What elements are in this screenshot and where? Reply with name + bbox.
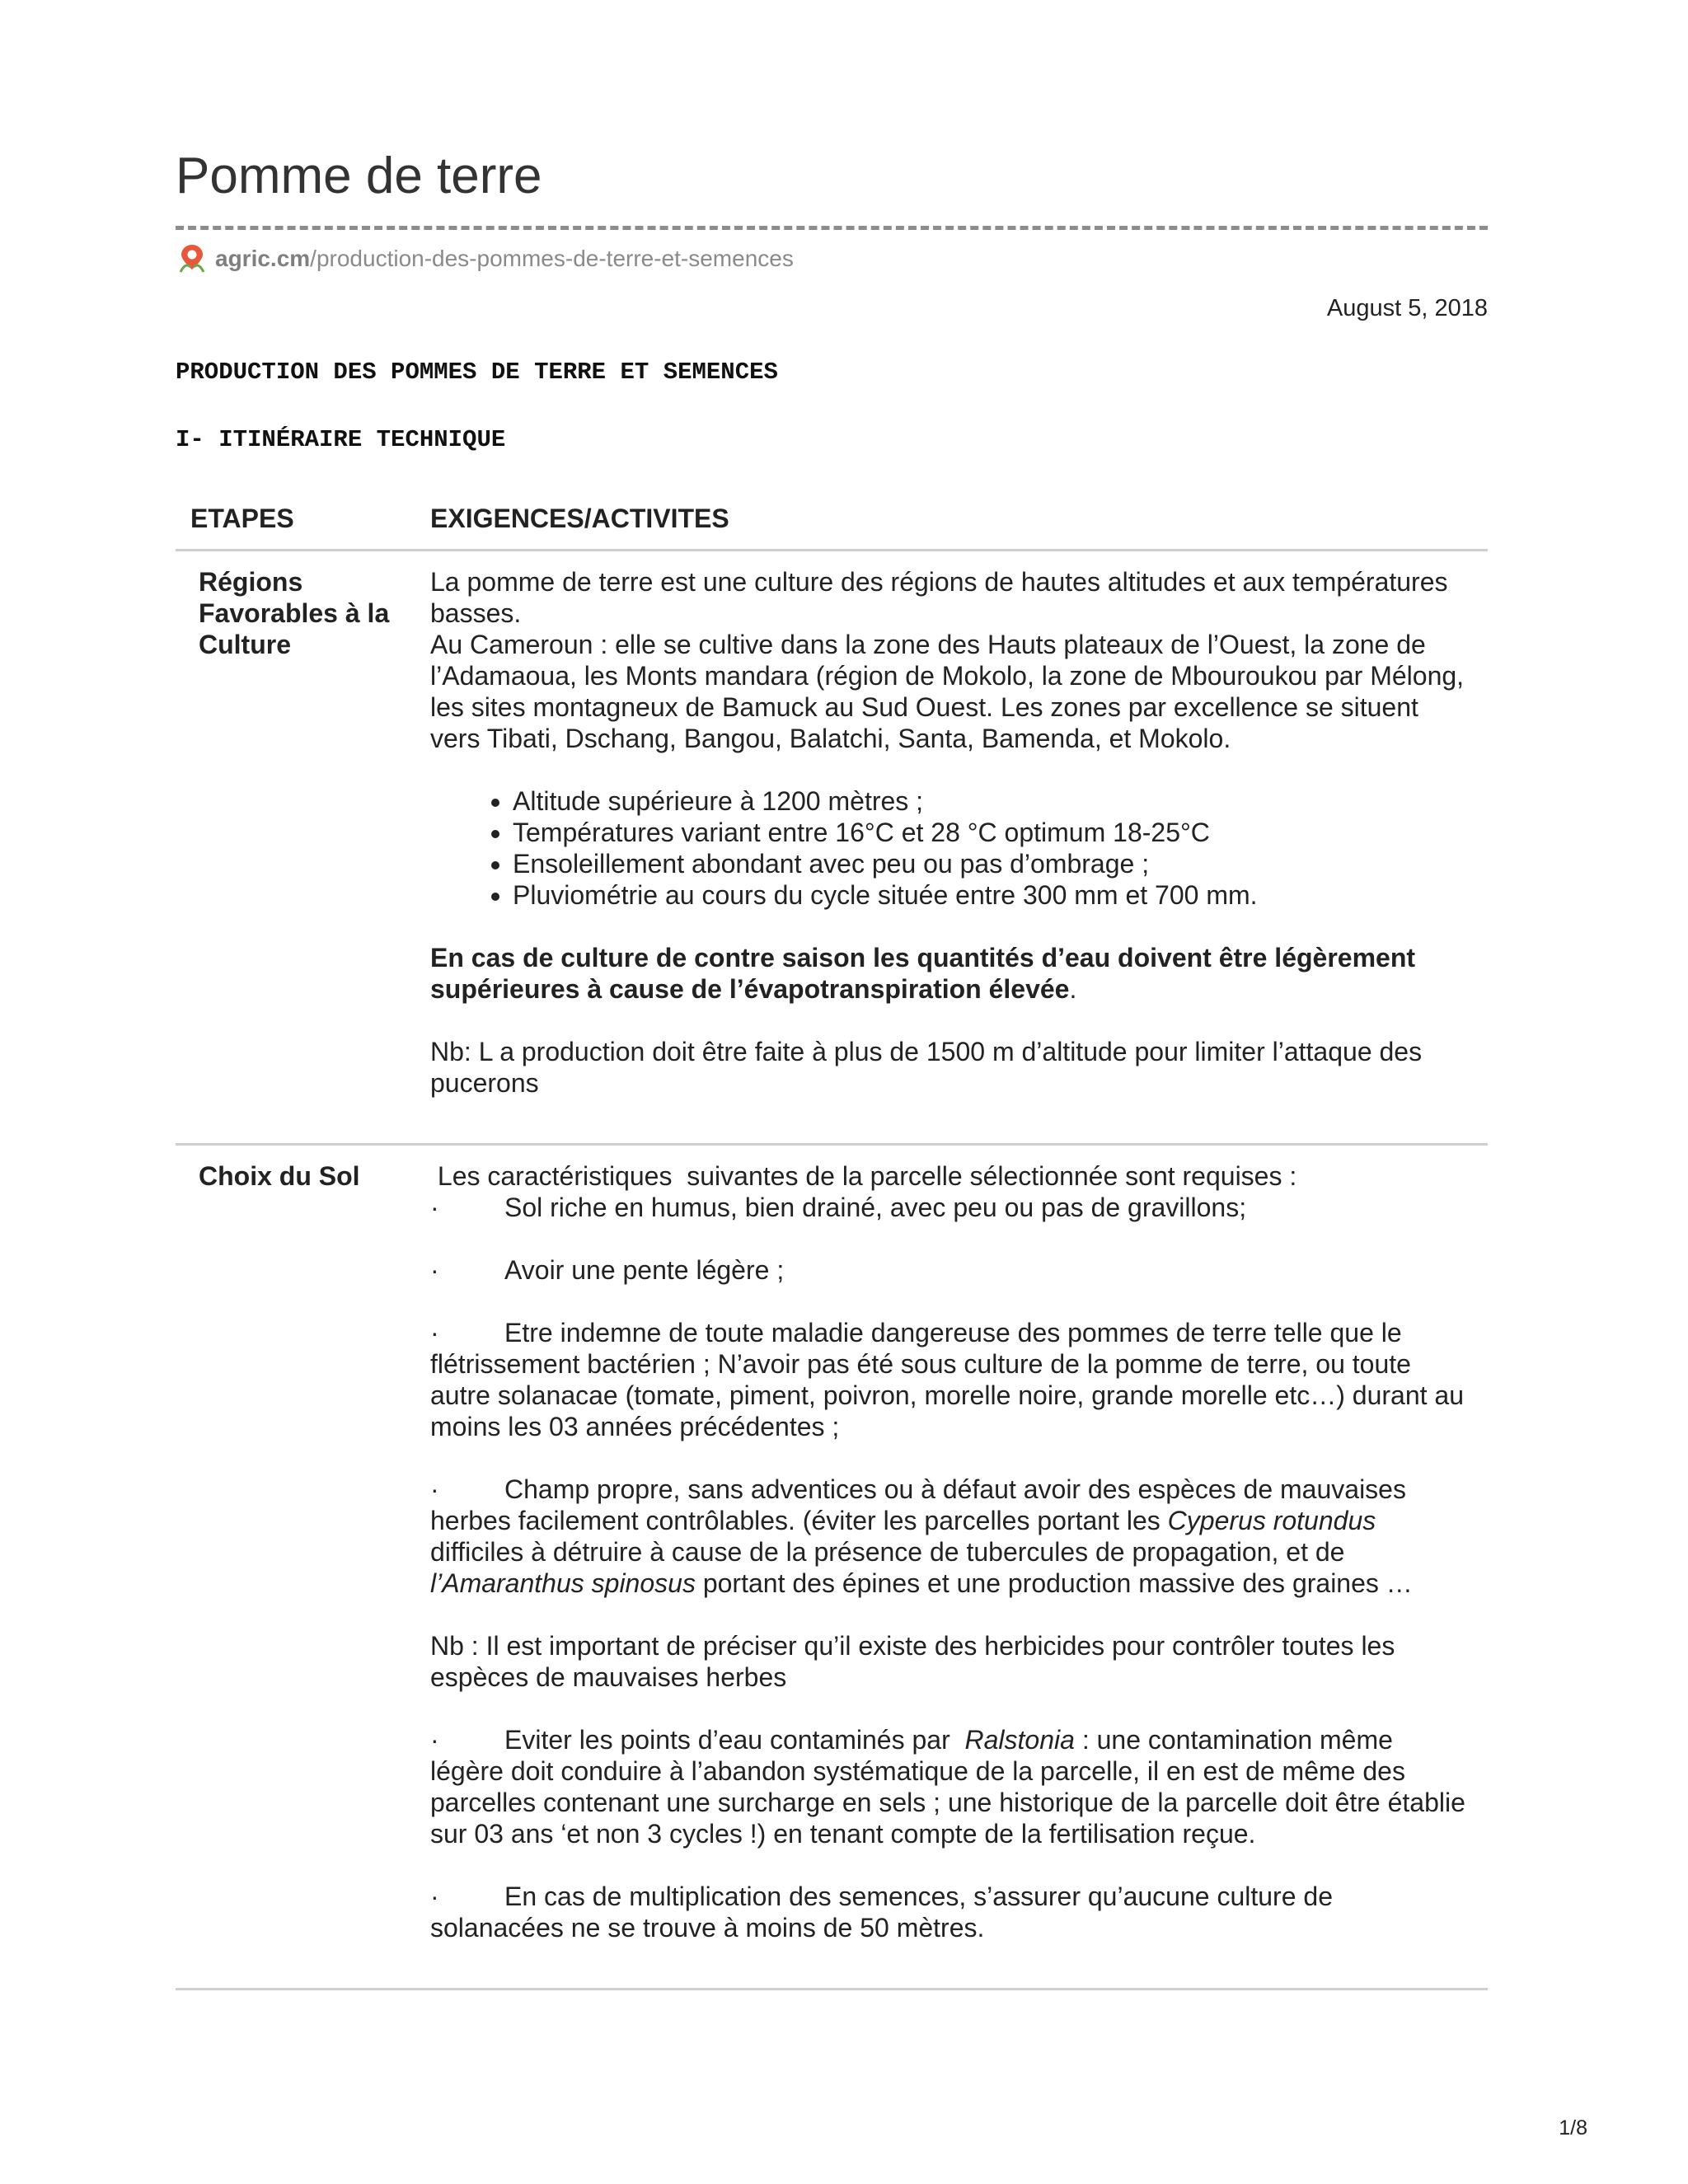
list-item [430, 1474, 1473, 1505]
bold-note [430, 942, 1473, 1005]
exigences-cell [415, 551, 1488, 1145]
etape-cell [176, 1145, 415, 1990]
list-item [430, 1881, 1473, 1912]
paragraph: La pomme de terre est une culture des régions de hautes altitudes et aux températures basses. [430, 567, 1448, 628]
header-exigences: EXIGENCES/ACTIVITES [415, 494, 1488, 551]
subsection-heading: I- ITINÉRAIRE TECHNIQUE [176, 426, 506, 453]
list-item [430, 1724, 1473, 1755]
species-name: l’Amaranthus spinosus [430, 1568, 696, 1598]
item-continuation: légère doit conduire à l’abandon systématique de la parcelle, il en est de même des parcelles contenant une surcharge en sels ; une historique de la parcelle doit être établie sur 03 ans ‘et non 3 cycles !) en tenant compte de la fertilisation reçue. [430, 1756, 1465, 1849]
item-continuation [430, 1505, 1473, 1599]
item-continuation: solanacées ne se trouve à moins de 50 mètres. [430, 1913, 985, 1943]
bullet-dot: · [430, 1725, 439, 1755]
bold-note-text: En cas de culture de contre saison les quantités d’eau doivent être légèrement supérieures à cause de l’évapotranspiration élevée [430, 943, 1416, 1004]
table-header-row [176, 494, 1488, 551]
page-number: 1/8 [1559, 2116, 1587, 2139]
publish-date: August 5, 2018 [1326, 295, 1488, 321]
bullet-dot: · [430, 1882, 439, 1911]
source-domain: agric.cm [215, 246, 311, 271]
itinerary-table [176, 494, 1488, 1990]
item-text: difficiles à détruire à cause de la présence de tubercules de propagation, et de [430, 1537, 1345, 1567]
item-continuation: flétrissement bactérien ; N’avoir pas été sous culture de la pomme de terre, ou toute autre solanacae (tomate, piment, poivron, morelle noire, grande morelle etc…) durant au moins les 03 années précédentes ; [430, 1349, 1464, 1441]
exigences-cell [415, 1145, 1488, 1990]
table-row [176, 551, 1488, 1145]
list-item [430, 1317, 1473, 1348]
paragraph: Au Cameroun : elle se cultive dans la zone des Hauts plateaux de l’Ouest, la zone de l’Adamaoua, les Monts mandara (région de Mokolo, la zone de Mbouroukou par Mélong, les sites montagneux de Bamuck au Sud Ouest. Les zones par excellence se situent vers Tibati, Dschang, Bangou, Balatchi, Santa, Bamenda, et Mokolo. [430, 630, 1465, 753]
species-name: Ralstonia [964, 1725, 1075, 1755]
list-item: • Pluviométrie au cours du cycle située entre 300 mm et 700 mm. [513, 879, 1473, 911]
species-name: Cyperus rotundus [1167, 1506, 1376, 1535]
nb-note: Nb : Il est important de préciser qu’il existe des herbicides pour contrôler toutes les espèces de mauvaises herbes [430, 1631, 1395, 1692]
list-item: • Températures variant entre 16°C et 28 °C optimum 18-25°C [513, 817, 1473, 848]
etape-label: Choix du Sol [199, 1161, 360, 1191]
section-heading: PRODUCTION DES POMMES DE TERRE ET SEMENCES [176, 359, 778, 386]
source-link[interactable] [176, 241, 794, 277]
list-item [430, 1192, 1473, 1223]
list-item [430, 1254, 1473, 1286]
page-title: Pomme de terre [176, 148, 542, 204]
item-text: Champ propre, sans adventices ou à défaut avoir des espèces de mauvaises [504, 1474, 1406, 1504]
item-text: Etre indemne de toute maladie dangereuse des pommes de terre telle que le [504, 1318, 1402, 1347]
title-divider [176, 226, 1488, 230]
item-text: Avoir une pente légère ; [504, 1255, 785, 1285]
bullet-dot: · [430, 1318, 439, 1347]
bullet-dot: · [430, 1255, 439, 1285]
item-text: Sol riche en humus, bien drainé, avec peu ou pas de gravillons; [504, 1193, 1247, 1222]
item-text: : une contamination même [1074, 1725, 1393, 1755]
agric-logo-icon [176, 242, 209, 275]
item-text: En cas de multiplication des semences, s’assurer qu’aucune culture de [504, 1882, 1333, 1911]
table-row [176, 1145, 1488, 1990]
etape-cell [176, 551, 415, 1145]
bullet-dot: · [430, 1474, 439, 1504]
etape-label: Régions Favorables à la Culture [199, 567, 390, 659]
header-etapes: ETAPES [176, 494, 415, 551]
source-path: /production-des-pommes-de-terre-et-semences [310, 246, 794, 271]
nb-note: Nb: L a production doit être faite à plus de 1500 m d’altitude pour limiter l’attaque des pucerons [430, 1037, 1423, 1098]
item-text: herbes facilement contrôlables. (éviter les parcelles portant les [430, 1506, 1168, 1535]
item-text: portant des épines et une production massive des graines … [695, 1568, 1413, 1598]
bullet-dot: · [430, 1193, 439, 1222]
paragraph: Les caractéristiques suivantes de la parcelle sélectionnée sont requises : [430, 1161, 1297, 1191]
item-text: Eviter les points d’eau contaminés par [504, 1725, 965, 1755]
list-item: • Ensoleillement abondant avec peu ou pas d’ombrage ; [513, 848, 1473, 879]
bold-note-end: . [1069, 974, 1077, 1004]
list-item: • Altitude supérieure à 1200 mètres ; [513, 785, 1473, 817]
requirements-list [430, 785, 1473, 911]
